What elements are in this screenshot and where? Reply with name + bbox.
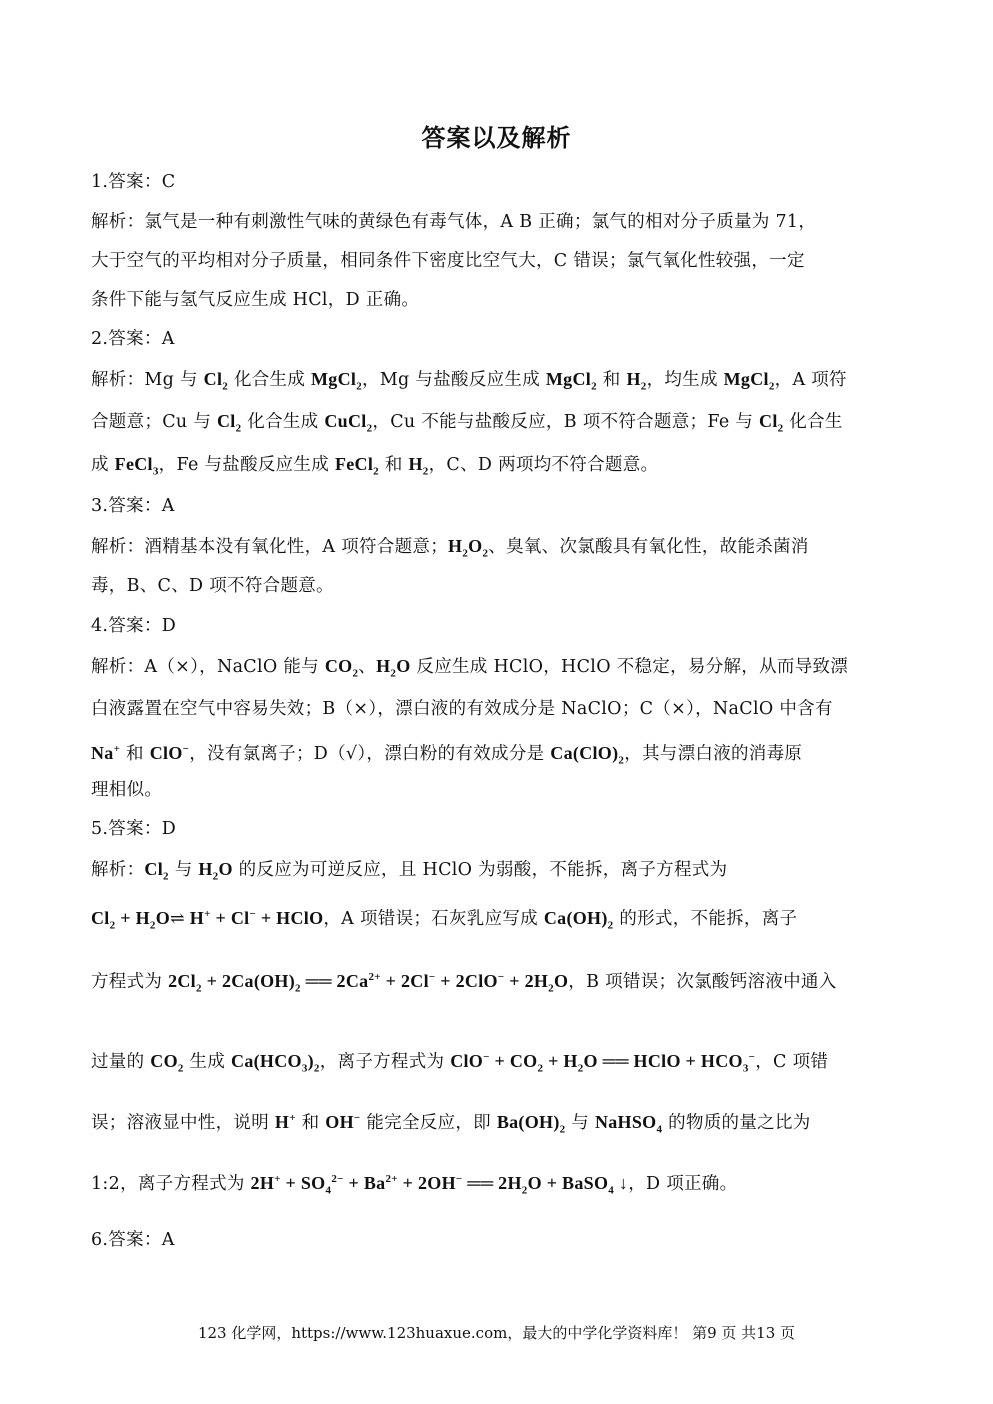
text-line: 过量的 $CO_2$ 生成 $Ca(HCO_3)_2$，离子方程式为 $ClO^- + CO_2 + H_2O$ ══ HClO + $HCO_3^-$，C 项错 — [91, 1051, 829, 1075]
text-line: 解析：$Cl_2$ 与 $H_2O$ 的反应为可逆反应，且 HClO 为弱酸，不能拆，离子方程式为 — [91, 859, 728, 883]
page-title: 答案以及解析 — [421, 123, 572, 152]
text-line: 大于空气的平均相对分子质量，相同条件下密度比空气大，C 错误；氯气氧化性较强，一定 — [91, 251, 805, 271]
text-line: 理相似。 — [91, 780, 163, 800]
text-line: 解析：酒精基本没有氧化性，A 项符合题意；$H_2O_2$、臭氧、次氯酸具有氧化性，故能杀菌消 — [91, 536, 809, 560]
text-line: 误；溶液显中性，说明 H+ 和 OH− 能完全反应，即 $Ba(OH)_2$ 与 NaHSO$_4$ 的物质的量之比为 — [91, 1112, 811, 1136]
text-line: 1:2，离子方程式为 $2H^+ + SO_4^{2-} + Ba^{2+} + 2OH^-$ ══ $2H_2O$ + BaSO$_4$ ↓，D 项正确。 — [91, 1173, 738, 1197]
text-line: 5.答案：D — [91, 819, 177, 839]
text-line: 方程式为 $2Cl_2 + 2Ca(OH)_2$ ══ $2Ca^{2+} + 2Cl^- + 2ClO^- + 2H_2O$，B 项错误；次氯酸钙溶液中通入 — [91, 971, 837, 995]
text-line: 合题意；Cu 与 $Cl_2$ 化合生成 CuCl$_2$，Cu 不能与盐酸反应，B 项不符合题意；Fe 与 $Cl_2$ 化合生 — [91, 411, 843, 435]
text-line: 解析：Mg 与 $Cl_2$ 化合生成 MgCl$_2$，Mg 与盐酸反应生成 MgCl$_2$ 和 $H_2$，均生成 MgCl$_2$，A 项符 — [91, 369, 847, 393]
text-line: 3.答案：A — [91, 496, 175, 516]
page-footer: 123 化学网，https://www.123huaxue.com，最大的中学化学资料库！ 第9 页 共13 页 — [197, 1324, 796, 1342]
text-line: 条件下能与氢气反应生成 HCl，D 正确。 — [91, 290, 420, 310]
text-line: 解析：A（×），NaClO 能与 $CO_2$、$H_2O$ 反应生成 HClO，HClO 不稳定，易分解，从而导致漂 — [91, 656, 849, 680]
text-line: 毒，B、C、D 项不符合题意。 — [91, 576, 334, 596]
text-line: 6.答案：A — [91, 1230, 175, 1250]
text-line: 1.答案：C — [91, 172, 176, 192]
text-line: 白液露置在空气中容易失效；B（×），漂白液的有效成分是 NaClO；C（×），NaClO 中含有 — [91, 699, 833, 719]
text-line: 4.答案：D — [91, 616, 177, 636]
text-line: 成 FeCl$_3$，Fe 与盐酸反应生成 FeCl$_2$ 和 $H_2$，C、D 两项均不符合题意。 — [91, 454, 659, 478]
text-line: 2.答案：A — [91, 329, 175, 349]
text-line: Na+ 和 ClO−，没有氯离子；D（√），漂白粉的有效成分是 $Ca(ClO)_2$，其与漂白液的消毒原 — [91, 743, 803, 767]
text-line: $Cl_2$ + $H_2O\rightleftharpoons$ H+ + Cl− + HClO，A 项错误；石灰乳应写成 $Ca(OH)_2$ 的形式，不能拆，离子 — [91, 908, 798, 932]
text-line: 解析：氯气是一种有刺激性气味的黄绿色有毒气体，A B 正确；氯气的相对分子质量为 71， — [91, 212, 817, 232]
